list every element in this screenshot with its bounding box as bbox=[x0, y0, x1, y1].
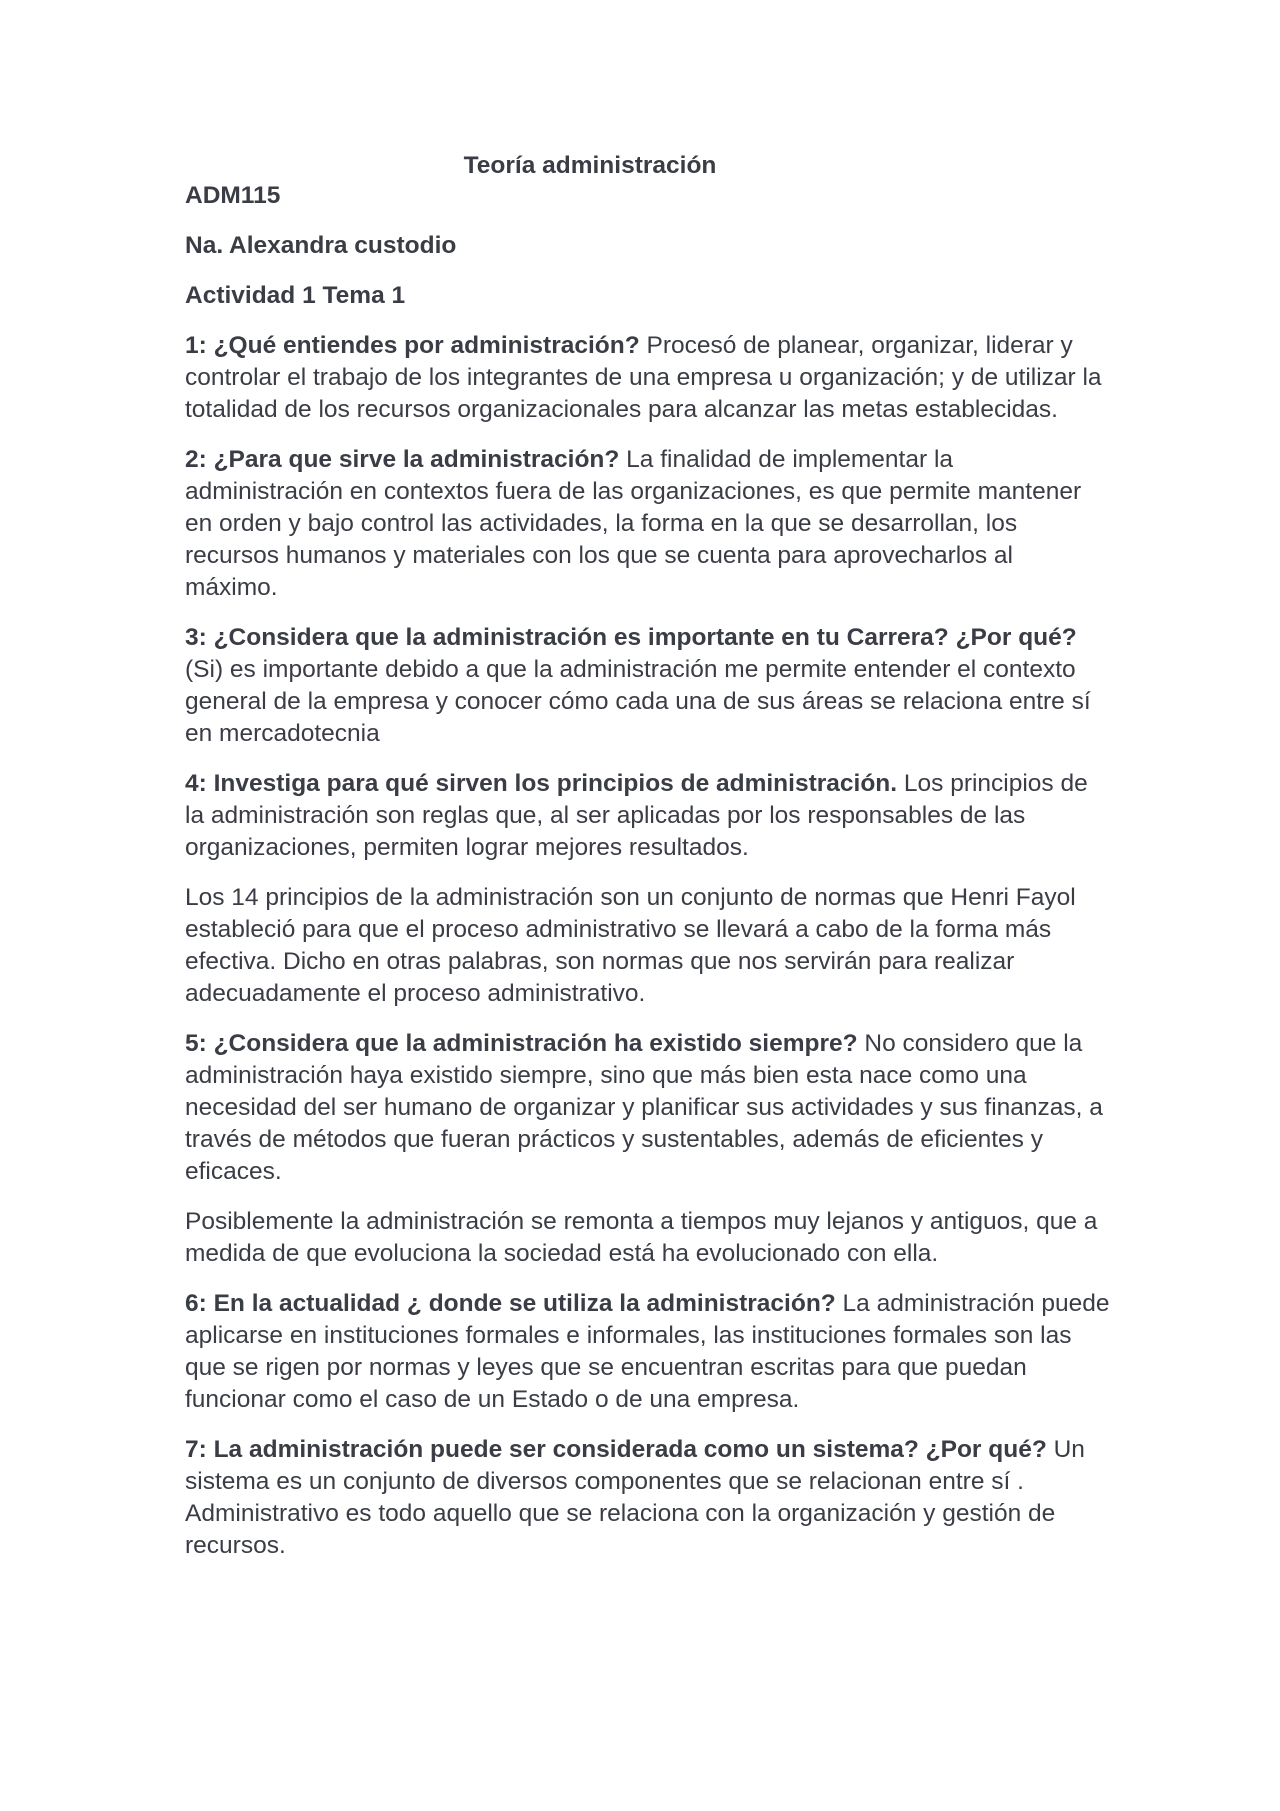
question-6-text: 6: En la actualidad ¿ donde se utiliza la administración? bbox=[185, 1290, 836, 1317]
answer-6-text: La administración puede aplicarse en instituciones formales e informales, las instituciones formales son las que se rigen por normas y leyes que se encuentran escritas para que puedan funcionar como el caso de un Estado o de una empresa. bbox=[185, 1290, 1110, 1413]
question-7 bbox=[185, 1434, 1110, 1562]
history-paragraph: Posiblemente la administración se remonta a tiempos muy lejanos y antiguos, que a medida de que evoluciona la sociedad está ha evolucionado con ella. bbox=[185, 1208, 1098, 1267]
question-7-text: 7: La administración puede ser considerada como un sistema? ¿Por qué? bbox=[185, 1436, 1047, 1463]
answer-2-text: La finalidad de implementar la administración en contextos fuera de las organizaciones, es que permite mantener en orden y bajo control las actividades, la forma en la que se desarrollan, los recursos humanos y materiales con los que se cuenta para aprovecharlos al máximo. bbox=[185, 446, 1082, 601]
question-4 bbox=[185, 768, 1110, 864]
answer-7-text: Un sistema es un conjunto de diversos componentes que se relacionan entre sí . Administrativo es todo aquello que se relaciona con la organización y gestión de recursos. bbox=[185, 1436, 1085, 1559]
question-1 bbox=[185, 330, 1110, 426]
question-4-text: 4: Investiga para qué sirven los principios de administración. bbox=[185, 770, 898, 797]
question-5-text: 5: ¿Considera que la administración ha existido siempre? bbox=[185, 1030, 858, 1057]
question-6 bbox=[185, 1288, 1110, 1416]
answer-4-text: Los principios de la administración son reglas que, al ser aplicadas por los responsables de las organizaciones, permiten lograr mejores resultados. bbox=[185, 770, 1088, 861]
question-2-text: 2: ¿Para que sirve la administración? bbox=[185, 446, 620, 473]
answer-1-text: Procesó de planear, organizar, liderar y controlar el trabajo de los integrantes de una empresa u organización; y de utilizar la totalidad de los recursos organizacionales para alcanzar las metas establecidas. bbox=[185, 332, 1102, 423]
answer-5-text: No considero que la administración haya existido siempre, sino que más bien esta nace como una necesidad del ser humano de organizar y planificar sus actividades y sus finanzas, a través de métodos que fueran prácticos y sustentables, además de eficientes y eficaces. bbox=[185, 1030, 1103, 1185]
activity-label: Actividad 1 Tema 1 bbox=[185, 282, 406, 309]
question-2 bbox=[185, 444, 1110, 604]
document-title: Teoría administración bbox=[463, 152, 717, 179]
question-5 bbox=[185, 1028, 1110, 1188]
course-code: ADM115 bbox=[185, 182, 281, 209]
principles-paragraph: Los 14 principios de la administración son un conjunto de normas que Henri Fayol estableció para que el proceso administrativo se llevará a cabo de la forma más efectiva. Dicho en otras palabras, son normas que nos servirán para realizar adecuadamente el proceso administrativo. bbox=[185, 884, 1076, 1007]
question-1-text: 1: ¿Qué entiendes por administración? bbox=[185, 332, 640, 359]
document-page bbox=[185, 150, 1110, 1580]
student-name: Na. Alexandra custodio bbox=[185, 232, 457, 259]
answer-3-text: (Si) es importante debido a que la administración me permite entender el contexto general de la empresa y conocer cómo cada una de sus áreas se relaciona entre sí en mercadotecnia bbox=[185, 656, 1091, 747]
question-3 bbox=[185, 622, 1110, 750]
question-3-text: 3: ¿Considera que la administración es importante en tu Carrera? ¿Por qué? bbox=[185, 624, 1077, 651]
